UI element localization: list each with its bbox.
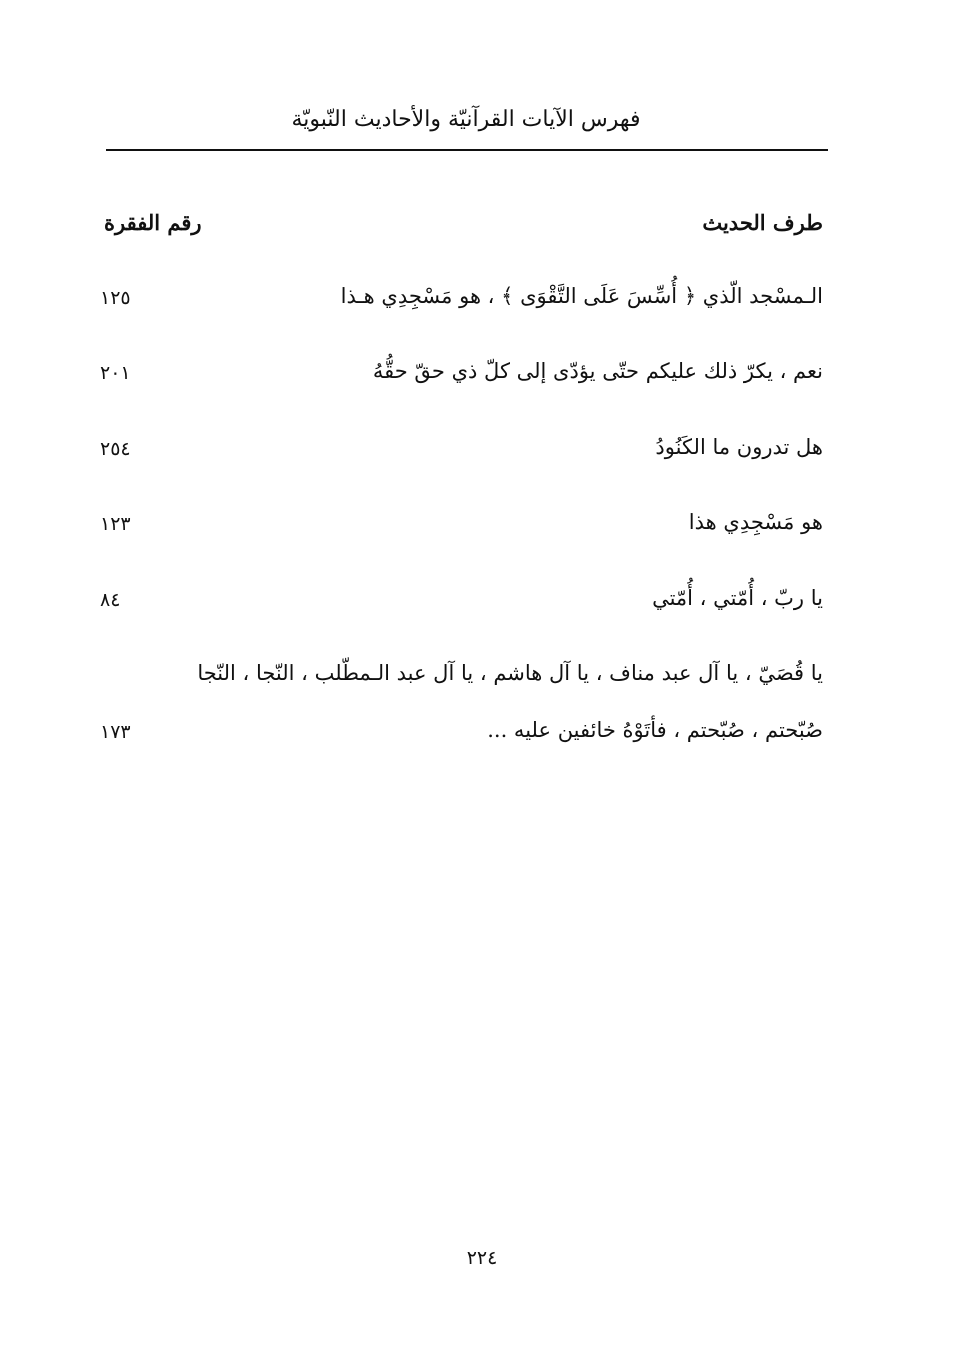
- running-head: فهرس الآيات القرآنيّة والأحاديث النّبويّة: [291, 107, 641, 132]
- paragraph-number: ٢٥٤: [100, 438, 131, 460]
- hadith-entry-text-line-2: صُبّحتم ، صُبّحتم ، فأتَوْهُ خائفين عليه ...: [487, 718, 823, 742]
- paragraph-number: ١٢٣: [100, 513, 131, 535]
- column-header-paragraph-number: رقم الفقرة: [104, 210, 202, 235]
- paragraph-number: ٢٠١: [100, 362, 131, 384]
- hadith-entry-text: هل تدرون ما الكَنُودُ: [655, 435, 823, 459]
- hadith-entry-text-line-1: يا قُصَيّ ، يا آل عبد مناف ، يا آل هاشم ، يا آل عبد الـمطّلب ، النّجا ، النّجا: [197, 661, 823, 685]
- paragraph-number: ١٢٥: [100, 287, 131, 309]
- hadith-entry-text: الـمسْجد الّذي ﴿ أُسِّسَ عَلَى التَّقْوَى ﴾ ، هو مَسْجِدِي هـذا: [340, 284, 823, 308]
- column-header-hadith: طرف الحديث: [702, 210, 823, 235]
- hadith-entry-text: نعم ، يكرّ ذلك عليكم حتّى يؤدّى إلى كلّ ذي حقّ حقُّهُ: [372, 359, 823, 383]
- hadith-entry-text: هو مَسْجِدِي هذا: [688, 510, 823, 534]
- paragraph-number: ١٧٣: [100, 721, 131, 743]
- header-rule: [106, 149, 828, 151]
- hadith-entry-text: يا ربّ ، أُمّتي ، أُمّتي: [652, 586, 823, 610]
- paragraph-number: ٨٤: [100, 589, 121, 611]
- page-number: ٢٢٤: [466, 1247, 498, 1269]
